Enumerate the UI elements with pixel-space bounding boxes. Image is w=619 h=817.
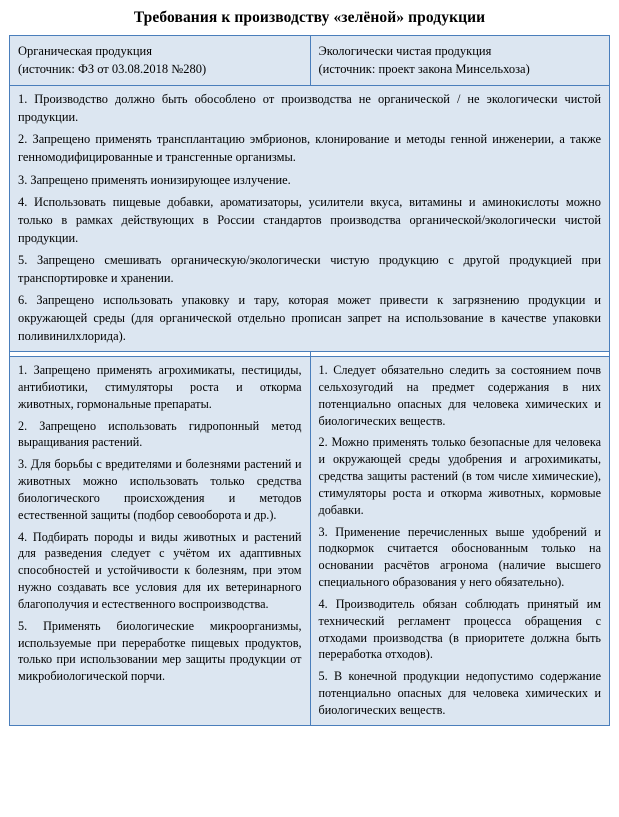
list-item: 3. Применение перечисленных выше удобрений и подкормок считается обоснованным только на основании расчётов агронома (наличие высшего специального образования у него обязательно). [318, 524, 601, 590]
list-item: 1. Запрещено применять агрохимикаты, пестициды, антибиотики, стимуляторы роста и откорма животных, гормональные препараты. [18, 363, 302, 411]
list-item: 5. В конечной продукции недопустимо содержание потенциально опасных для человека химических и биологических веществ. [318, 669, 601, 717]
requirements-table [9, 35, 610, 726]
list-item: 2. Запрещено использовать гидропонный метод выращивания растений. [18, 418, 302, 450]
list-item: 3. Для борьбы с вредителями и болезнями растений и животных можно использовать только средства биологического происхождения и методов естественной защиты (подбор севооборота и др.). [18, 457, 302, 522]
list-item: 4. Подбирать породы и виды животных и растений для разведения следует с учётом их адаптивных способностей и устойчивости к болезням, при этом нужно создавать все условия для их ветеринарного благополучия и естественного воспроизводства. [18, 529, 302, 611]
header-eco-line1: Экологически чистая продукция [318, 44, 492, 58]
list-item: 1. Производство должно быть обособлено от производства не органической / не экологически чистой продукции. [18, 92, 601, 124]
list-item: 4. Производитель обязан соблюдать принятый им технический регламент процесса обращения с отходами производства (в приоритете должна быть переработка отходов). [318, 596, 601, 662]
list-item: 6. Запрещено использовать упаковку и тару, которая может привести к загрязнению продукции и окружающей среды (для органической отдельно прописан запрет на использование в качестве упаковки поливинилхлорида). [18, 293, 601, 343]
list-item: 2. Запрещено применять трансплантацию эмбрионов, клонирование и методы генной инженерии, а также генномодифицированные и трансгенные организмы. [18, 132, 601, 165]
header-organic-line2: (источник: ФЗ от 03.08.2018 №280) [18, 62, 207, 77]
list-item: 2. Можно применять только безопасные для человека и окружающей среды удобрения и агрохимикаты, средства защиты растений (в том числе химические), стимуляторы роста и откорма животных, кормовые добавки. [318, 435, 601, 517]
organic-requirements-cell [10, 357, 311, 726]
table-header-row [10, 36, 610, 86]
specific-requirements-row [10, 357, 610, 726]
header-eco-line2: (источник: проект закона Минсельхоза) [318, 62, 530, 77]
header-cell-organic [10, 36, 311, 86]
list-item: 4. Использовать пищевые добавки, ароматизаторы, усилители вкуса, витамины и аминокислоты можно только в рамках действующих в России стандартов производства органической/экологически чистой продукции. [18, 195, 601, 245]
list-item: 1. Следует обязательно следить за состоянием почв сельхозугодий на предмет содержания в них потенциально опасных для человека химических и биологических веществ. [318, 363, 601, 428]
common-requirements-cell [10, 86, 610, 352]
header-cell-eco [310, 36, 610, 86]
list-item: 5. Запрещено смешивать органическую/экологически чистую продукцию с другой продукцией при транспортировке и хранении. [18, 253, 601, 285]
header-organic-line1: Органическая продукция [18, 44, 152, 58]
page-title: Требования к производству «зелёной» продукции [133, 9, 486, 26]
eco-requirements-cell [310, 357, 610, 726]
list-item: 3. Запрещено применять ионизирующее излучение. [18, 172, 291, 187]
list-item: 5. Применять биологические микроорганизмы, используемые при переработке пищевых продуктов, только при использовании мер защиты продукции от микробиологической порчи. [18, 618, 302, 684]
common-requirements-row [10, 86, 610, 352]
